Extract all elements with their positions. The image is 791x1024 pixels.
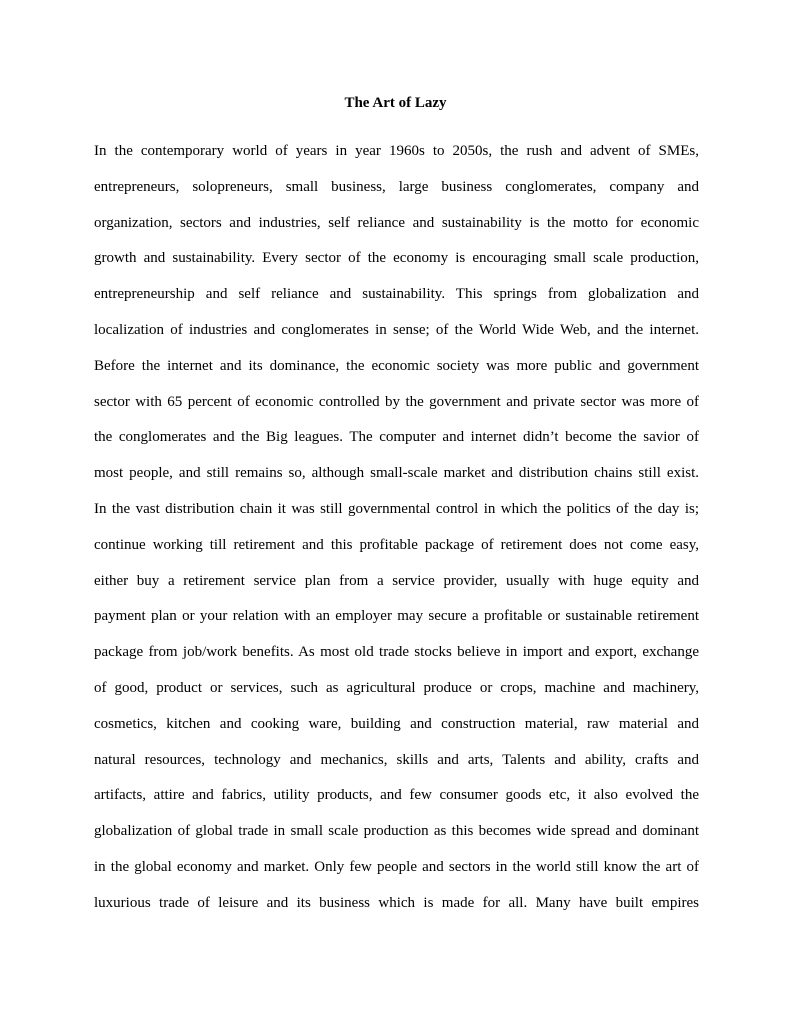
text-line: cosmetics, kitchen and cooking ware, building and construction material, raw material and <box>94 715 699 732</box>
text-line: In the vast distribution chain it was still governmental control in which the politics of the day is; <box>94 500 699 517</box>
text-line: Before the internet and its dominance, the economic society was more public and government <box>94 357 699 374</box>
text-line: continue working till retirement and this profitable package of retirement does not come easy, <box>94 536 699 553</box>
text-line: globalization of global trade in small scale production as this becomes wide spread and dominant <box>94 823 699 840</box>
text-line: payment plan or your relation with an employer may secure a profitable or sustainable retirement <box>94 608 699 625</box>
text-line: In the contemporary world of years in year 1960s to 2050s, the rush and advent of SMEs, <box>94 143 699 159</box>
text-line: the conglomerates and the Big leagues. The computer and internet didn’t become the savior of <box>94 429 699 446</box>
text-line: sector with 65 percent of economic controlled by the government and private sector was more of <box>94 393 699 410</box>
document-body <box>94 140 699 928</box>
text-line: most people, and still remains so, although small-scale market and distribution chains still exist. <box>94 465 699 482</box>
text-line: luxurious trade of leisure and its business which is made for all. Many have built empires <box>94 894 699 911</box>
text-line: package from job/work benefits. As most old trade stocks believe in import and export, exchange <box>94 644 699 661</box>
document-title: The Art of Lazy <box>344 95 447 111</box>
text-line: entrepreneurship and self reliance and sustainability. This springs from globalization and <box>94 286 699 303</box>
text-line: organization, sectors and industries, self reliance and sustainability is the motto for economic <box>94 214 699 231</box>
text-line: natural resources, technology and mechanics, skills and arts, Talents and ability, crafts and <box>94 751 699 768</box>
text-line: entrepreneurs, solopreneurs, small business, large business conglomerates, company and <box>94 178 699 195</box>
text-line: either buy a retirement service plan from a service provider, usually with huge equity and <box>94 572 699 589</box>
text-line: of good, product or services, such as agricultural produce or crops, machine and machinery, <box>94 679 699 696</box>
text-line: artifacts, attire and fabrics, utility products, and few consumer goods etc, it also evolved the <box>94 787 699 804</box>
text-line: in the global economy and market. Only few people and sectors in the world still know the art of <box>94 858 699 875</box>
text-line: localization of industries and conglomerates in sense; of the World Wide Web, and the internet. <box>94 321 699 338</box>
text-line: growth and sustainability. Every sector of the economy is encouraging small scale production, <box>94 250 699 267</box>
